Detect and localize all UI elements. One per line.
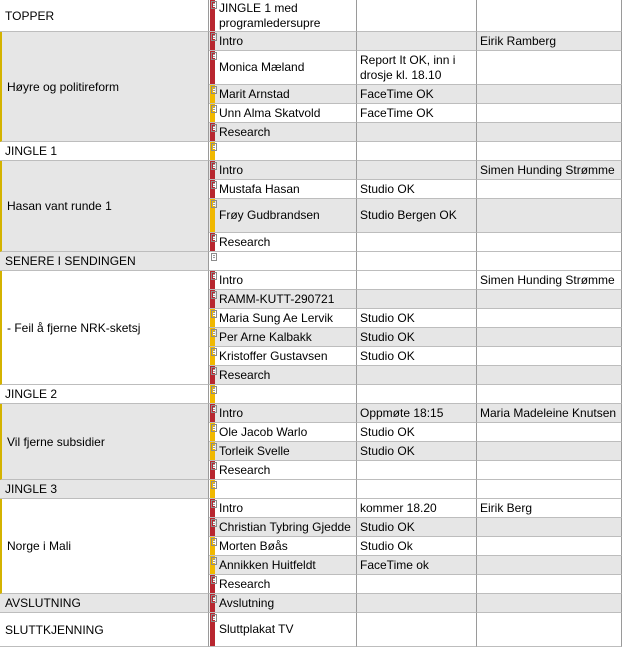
story-status: Studio OK — [360, 519, 415, 534]
segment-title-cell[interactable] — [0, 480, 209, 499]
story-person-cell[interactable] — [477, 0, 622, 32]
story-person-cell[interactable] — [477, 347, 622, 366]
story-title: Frøy Gudbrandsen — [219, 208, 320, 222]
story-status-cell[interactable] — [357, 385, 477, 404]
story-row[interactable] — [209, 142, 622, 161]
story-row[interactable] — [209, 309, 622, 328]
story-row[interactable] — [209, 385, 622, 404]
story-row[interactable] — [209, 537, 622, 556]
story-title-cell[interactable] — [209, 0, 357, 32]
story-row[interactable] — [209, 499, 622, 518]
story-title: Intro — [219, 33, 244, 48]
story-status-cell[interactable] — [357, 0, 477, 32]
story-row[interactable] — [209, 123, 622, 142]
story-status-cell[interactable] — [357, 556, 477, 575]
story-row[interactable] — [209, 328, 622, 347]
story-status: Studio OK — [360, 310, 415, 325]
story-status-cell[interactable] — [357, 575, 477, 594]
story-person-cell[interactable] — [477, 290, 622, 309]
story-person-cell[interactable] — [477, 51, 622, 85]
story-row[interactable] — [209, 290, 622, 309]
segment-title-cell[interactable] — [0, 0, 209, 32]
story-person-cell[interactable] — [477, 366, 622, 385]
story-person-cell[interactable] — [477, 85, 622, 104]
story-title: Mustafa Hasan — [219, 181, 300, 196]
story-title-cell[interactable] — [209, 104, 357, 123]
story-person-cell[interactable] — [477, 233, 622, 252]
story-row[interactable] — [209, 161, 622, 180]
story-title: Morten Bøås — [219, 538, 288, 553]
story-title-cell[interactable] — [209, 51, 357, 85]
story-row[interactable] — [209, 461, 622, 480]
segment-title: Vil fjerne subsidier — [7, 434, 105, 449]
story-row[interactable] — [209, 423, 622, 442]
story-title-cell[interactable] — [209, 499, 357, 518]
story-person-cell[interactable] — [477, 461, 622, 480]
story-title: Avslutning — [219, 595, 275, 610]
story-person: Eirik Berg — [480, 500, 533, 515]
story-status-cell[interactable] — [357, 328, 477, 347]
story-title-cell[interactable] — [209, 442, 357, 461]
story-status-cell[interactable] — [357, 51, 477, 85]
story-status-cell[interactable] — [357, 404, 477, 423]
story-row[interactable] — [209, 104, 622, 123]
story-row[interactable] — [209, 594, 622, 613]
story-title: Intro — [219, 162, 244, 177]
story-status-cell[interactable] — [357, 499, 477, 518]
story-row[interactable] — [209, 556, 622, 575]
story-title-cell[interactable] — [209, 85, 357, 104]
story-person-cell[interactable] — [477, 271, 622, 290]
segment-title: Hasan vant runde 1 — [7, 199, 112, 213]
story-status: Studio Ok — [360, 538, 413, 553]
story-title-cell[interactable] — [209, 385, 357, 404]
story-title-cell[interactable] — [209, 347, 357, 366]
story-title: Unn Alma Skatvold — [219, 105, 321, 120]
story-person: Maria Madeleine Knutsen — [480, 405, 617, 420]
story-title-cell[interactable] — [209, 556, 357, 575]
segment-title-cell[interactable] — [0, 613, 209, 647]
segment-title: - Feil å fjerne NRK-sketsj — [7, 320, 141, 335]
story-title: RAMM-KUTT-290721 — [219, 291, 335, 306]
segment-title: TOPPER — [5, 8, 55, 23]
story-title-cell[interactable] — [209, 290, 357, 309]
story-person-cell[interactable] — [477, 499, 622, 518]
story-title: Intro — [219, 272, 244, 287]
story-status-cell[interactable] — [357, 252, 477, 271]
story-title: Research — [219, 367, 271, 382]
story-status-cell[interactable] — [357, 423, 477, 442]
story-title: Annikken Huitfeldt — [219, 557, 316, 572]
story-status: Studio OK — [360, 424, 415, 439]
story-person-cell[interactable] — [477, 613, 622, 647]
story-row[interactable] — [209, 0, 622, 32]
story-person-cell[interactable] — [477, 385, 622, 404]
story-person: Simen Hunding Strømme — [480, 162, 615, 177]
story-person-cell[interactable] — [477, 423, 622, 442]
story-title-cell[interactable] — [209, 594, 357, 613]
story-row[interactable] — [209, 51, 622, 85]
story-title: Research — [219, 124, 271, 139]
story-status-cell[interactable] — [357, 518, 477, 537]
story-status-cell[interactable] — [357, 594, 477, 613]
story-status-cell[interactable] — [357, 537, 477, 556]
segment-title-cell[interactable] — [0, 252, 209, 271]
story-row[interactable] — [209, 180, 622, 199]
story-title-cell[interactable] — [209, 613, 357, 647]
story-title: Sluttplakat TV — [219, 622, 294, 636]
story-person-cell[interactable] — [477, 252, 622, 271]
segment-title: Norge i Mali — [7, 539, 72, 553]
story-status-cell[interactable] — [357, 104, 477, 123]
story-title-cell[interactable] — [209, 161, 357, 180]
story-person-cell[interactable] — [477, 104, 622, 123]
story-status-cell[interactable] — [357, 161, 477, 180]
segment-title-cell[interactable] — [0, 385, 209, 404]
story-title: Kristoffer Gustavsen — [219, 348, 328, 363]
story-person-cell[interactable] — [477, 309, 622, 328]
segment-title: JINGLE 2 — [5, 387, 58, 401]
story-row[interactable] — [209, 32, 622, 51]
story-title-cell[interactable] — [209, 328, 357, 347]
segment-title: SLUTTKJENNING — [5, 622, 104, 637]
segment-title: AVSLUTNING — [5, 596, 81, 610]
story-status-cell[interactable] — [357, 347, 477, 366]
story-row[interactable] — [209, 613, 622, 647]
story-status: Studio OK — [360, 329, 415, 344]
story-title: Intro — [219, 500, 244, 515]
story-row[interactable] — [209, 85, 622, 104]
story-title: Monica Mæland — [219, 60, 305, 74]
story-title-cell[interactable] — [209, 142, 357, 161]
story-title-cell[interactable] — [209, 461, 357, 480]
segment-title-cell[interactable] — [0, 142, 209, 161]
story-status: FaceTime ok — [360, 557, 429, 572]
story-title-cell[interactable] — [209, 123, 357, 142]
story-person-cell[interactable] — [477, 556, 622, 575]
story-title: Maria Sung Ae Lervik — [219, 310, 334, 325]
story-title-cell[interactable] — [209, 518, 357, 537]
story-status: FaceTime OK — [360, 86, 434, 101]
story-title: Marit Arnstad — [219, 86, 290, 101]
story-status: Studio Bergen OK — [360, 208, 457, 222]
story-status-cell[interactable] — [357, 461, 477, 480]
story-title-cell[interactable] — [209, 480, 357, 499]
story-title-cell[interactable] — [209, 252, 357, 271]
story-title: Research — [219, 462, 271, 477]
story-status: Studio OK — [360, 348, 415, 363]
story-status-cell[interactable] — [357, 233, 477, 252]
story-status-cell[interactable] — [357, 180, 477, 199]
story-person: Eirik Ramberg — [480, 33, 557, 48]
story-row[interactable] — [209, 233, 622, 252]
story-row[interactable] — [209, 271, 622, 290]
story-status: kommer 18.20 — [360, 500, 437, 515]
segment-title: JINGLE 1 — [5, 144, 58, 158]
story-status-cell[interactable] — [357, 85, 477, 104]
story-status-cell[interactable] — [357, 271, 477, 290]
segment-title-cell[interactable] — [0, 499, 209, 594]
story-title: JINGLE 1 med programledersupre — [219, 0, 321, 30]
story-title-cell[interactable] — [209, 404, 357, 423]
story-status-cell[interactable] — [357, 123, 477, 142]
segment-title-cell[interactable] — [0, 32, 209, 142]
story-person-cell[interactable] — [477, 594, 622, 613]
story-row[interactable] — [209, 404, 622, 423]
story-title-cell[interactable] — [209, 180, 357, 199]
segment-title: JINGLE 3 — [5, 482, 58, 496]
story-person-cell[interactable] — [477, 518, 622, 537]
story-person-cell[interactable] — [477, 480, 622, 499]
story-title: Research — [219, 234, 271, 249]
story-person-cell[interactable] — [477, 199, 622, 233]
story-status-cell[interactable] — [357, 480, 477, 499]
segment-title: SENERE I SENDINGEN — [5, 254, 136, 268]
story-title-cell[interactable] — [209, 233, 357, 252]
story-title-cell[interactable] — [209, 575, 357, 594]
story-row[interactable] — [209, 480, 622, 499]
segment-title-cell[interactable] — [0, 161, 209, 252]
story-status-cell[interactable] — [357, 309, 477, 328]
story-row[interactable] — [209, 252, 622, 271]
story-status-cell[interactable] — [357, 290, 477, 309]
story-title-cell[interactable] — [209, 271, 357, 290]
story-title: Research — [219, 576, 271, 591]
story-status-cell[interactable] — [357, 613, 477, 647]
story-status: Studio OK — [360, 443, 415, 458]
story-status: Oppmøte 18:15 — [360, 405, 444, 420]
story-person-cell[interactable] — [477, 575, 622, 594]
segment-title-cell[interactable] — [0, 404, 209, 480]
story-status-cell[interactable] — [357, 366, 477, 385]
story-status-cell[interactable] — [357, 199, 477, 233]
story-person-cell[interactable] — [477, 180, 622, 199]
story-person-cell[interactable] — [477, 404, 622, 423]
story-status: FaceTime OK — [360, 105, 434, 120]
story-person-cell[interactable] — [477, 32, 622, 51]
segment-title: Høyre og politireform — [7, 79, 120, 94]
segment-title-cell[interactable] — [0, 594, 209, 613]
story-person-cell[interactable] — [477, 442, 622, 461]
story-status: Report It OK, inn i drosje kl. 18.10 — [360, 52, 456, 82]
story-person-cell[interactable] — [477, 328, 622, 347]
story-person-cell[interactable] — [477, 161, 622, 180]
story-person-cell[interactable] — [477, 537, 622, 556]
story-row[interactable] — [209, 199, 622, 233]
story-title: Ole Jacob Warlo — [219, 424, 308, 439]
story-title: Intro — [219, 405, 244, 420]
story-title: Torleik Svelle — [219, 443, 290, 458]
story-title-cell[interactable] — [209, 199, 357, 233]
story-row[interactable] — [209, 575, 622, 594]
story-title-cell[interactable] — [209, 32, 357, 51]
story-title-cell[interactable] — [209, 366, 357, 385]
story-row[interactable] — [209, 442, 622, 461]
story-row[interactable] — [209, 366, 622, 385]
story-title: Per Arne Kalbakk — [219, 329, 312, 344]
story-status-cell[interactable] — [357, 32, 477, 51]
story-status: Studio OK — [360, 181, 415, 196]
story-title-cell[interactable] — [209, 537, 357, 556]
story-person: Simen Hunding Strømme — [480, 272, 615, 287]
story-row[interactable] — [209, 518, 622, 537]
story-status-cell[interactable] — [357, 442, 477, 461]
story-row[interactable] — [209, 347, 622, 366]
story-title-cell[interactable] — [209, 423, 357, 442]
story-person-cell[interactable] — [477, 142, 622, 161]
story-title-cell[interactable] — [209, 309, 357, 328]
story-status-cell[interactable] — [357, 142, 477, 161]
story-title: Christian Tybring Gjedde — [219, 519, 351, 534]
story-person-cell[interactable] — [477, 123, 622, 142]
segment-title-cell[interactable] — [0, 271, 209, 385]
